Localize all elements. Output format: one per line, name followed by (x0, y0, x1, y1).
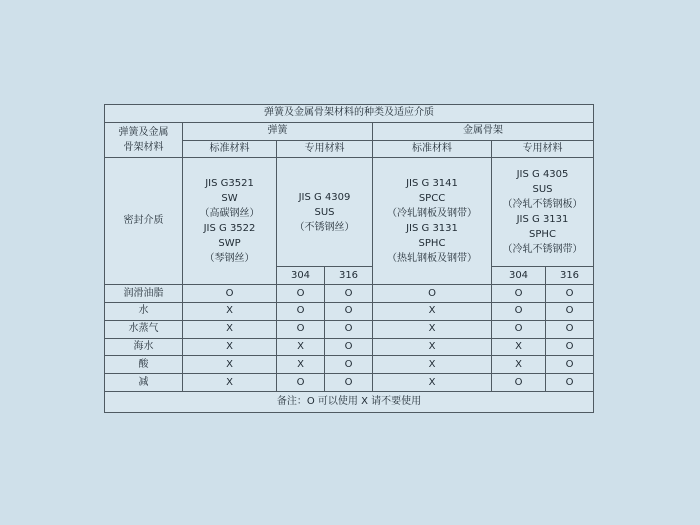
compat-mark: O (546, 285, 594, 303)
subgroup-spring-standard: 标准材料 (183, 140, 277, 158)
compat-mark: O (546, 302, 594, 320)
material-line: SPCC (418, 193, 446, 205)
material-line: JIS G3521 (205, 178, 254, 190)
material-line: SWP (218, 238, 241, 250)
compat-mark: X (373, 320, 492, 338)
compat-mark: O (546, 338, 594, 356)
material-line: JIS G 4309 (298, 191, 351, 203)
compat-mark: X (373, 374, 492, 392)
grade-spring-316: 316 (325, 267, 373, 285)
compat-mark: X (373, 302, 492, 320)
grade-spring-304: 304 (277, 267, 325, 285)
material-line: （琴钢丝） (204, 253, 255, 265)
compat-mark: X (183, 374, 277, 392)
material-line: （冷轧钢板及钢带） (387, 208, 477, 220)
compat-mark: O (325, 302, 373, 320)
compat-mark: O (546, 374, 594, 392)
frame-special-materials (492, 158, 594, 267)
group-spring: 弹簧 (183, 122, 373, 140)
group-header-row (105, 122, 594, 140)
compat-mark: X (373, 338, 492, 356)
material-line: JIS G 4305 (516, 169, 569, 181)
compat-mark: O (325, 338, 373, 356)
table-row (105, 356, 594, 374)
compat-mark: O (325, 356, 373, 374)
compat-mark: X (183, 320, 277, 338)
subgroup-frame-special: 专用材料 (492, 140, 594, 158)
corner-header (105, 122, 183, 158)
material-line: （高碳钢丝） (199, 208, 260, 220)
subgroup-frame-standard: 标准材料 (373, 140, 492, 158)
spec-sheet (104, 104, 593, 413)
compat-mark: O (492, 374, 546, 392)
corner-header-line-1: 弹簧及金属 (118, 127, 169, 139)
material-line: （不锈钢丝） (294, 221, 355, 233)
spring-special-materials (277, 158, 373, 267)
medium-label: 润滑油脂 (105, 285, 183, 303)
compat-mark: O (492, 302, 546, 320)
compat-mark: O (325, 374, 373, 392)
compat-mark: X (373, 356, 492, 374)
compat-mark: O (492, 320, 546, 338)
compat-mark: O (546, 320, 594, 338)
compat-mark: O (373, 285, 492, 303)
frame-standard-materials (373, 158, 492, 285)
material-line: JIS G 3522 (203, 223, 256, 235)
grade-frame-304: 304 (492, 267, 546, 285)
material-line: SUS (532, 184, 553, 196)
compat-mark: O (183, 285, 277, 303)
compat-mark: O (277, 302, 325, 320)
material-line: SUS (314, 206, 335, 218)
medium-label: 减 (105, 374, 183, 392)
medium-label: 水蒸气 (105, 320, 183, 338)
title-row (105, 105, 594, 123)
table-row (105, 302, 594, 320)
compat-mark: O (325, 320, 373, 338)
compat-mark: O (325, 285, 373, 303)
group-frame: 金属骨架 (373, 122, 594, 140)
spring-standard-materials (183, 158, 277, 285)
table-row (105, 285, 594, 303)
material-line: （热轧钢板及钢带） (387, 253, 477, 265)
compat-mark: X (183, 302, 277, 320)
table-row (105, 320, 594, 338)
compat-mark: O (277, 320, 325, 338)
material-line: JIS G 3131 (516, 214, 569, 226)
compat-mark: O (492, 285, 546, 303)
subgroup-spring-special: 专用材料 (277, 140, 373, 158)
compat-mark: X (183, 338, 277, 356)
material-line: （冷轧不锈钢板） (502, 199, 583, 211)
table-row (105, 374, 594, 392)
material-row (105, 158, 594, 267)
compat-mark: X (277, 356, 325, 374)
material-table (104, 104, 594, 413)
material-line: SPHC (529, 229, 556, 241)
compat-mark: X (277, 338, 325, 356)
legend-note: 备注：O 可以使用 X 请不要使用 (105, 391, 594, 412)
material-line: SPHC (418, 238, 446, 250)
medium-label: 水 (105, 302, 183, 320)
table-row (105, 338, 594, 356)
corner-header-line-2: 骨架材料 (123, 142, 164, 154)
compat-mark: X (492, 356, 546, 374)
compat-mark: X (183, 356, 277, 374)
compat-mark: O (277, 285, 325, 303)
grade-frame-316: 316 (546, 267, 594, 285)
medium-label: 酸 (105, 356, 183, 374)
compat-mark: X (492, 338, 546, 356)
seal-medium-label: 密封介质 (105, 158, 183, 285)
material-line: SW (221, 193, 238, 205)
note-row (105, 391, 594, 412)
material-line: JIS G 3141 (406, 178, 458, 190)
medium-label: 海水 (105, 338, 183, 356)
table-title: 弹簧及金属骨架材料的种类及适应介质 (105, 105, 594, 123)
material-line: JIS G 3131 (406, 223, 458, 235)
compat-mark: O (546, 356, 594, 374)
compat-mark: O (277, 374, 325, 392)
material-line: （冷轧不锈钢带） (502, 244, 583, 256)
